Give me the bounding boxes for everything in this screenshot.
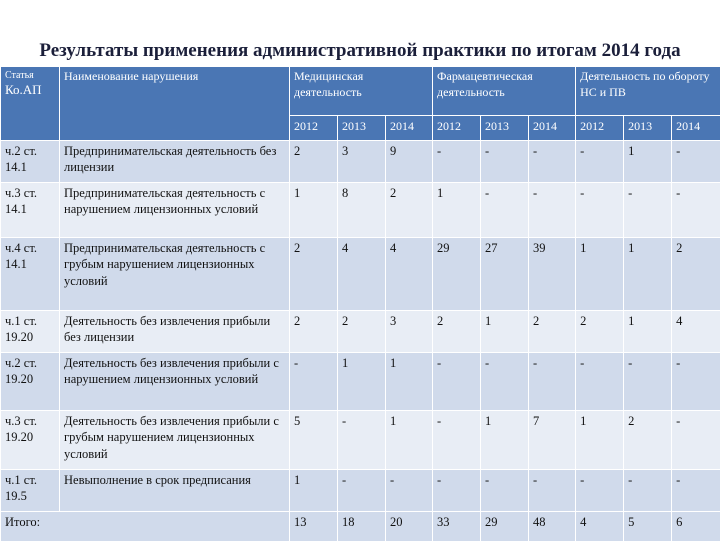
value-cell: -	[672, 470, 720, 512]
header-year: 2012	[433, 116, 481, 141]
total-cell: 13	[290, 512, 338, 542]
value-cell: -	[672, 353, 720, 411]
value-cell: -	[624, 470, 672, 512]
header-row-groups	[1, 67, 720, 116]
total-cell: 48	[529, 512, 576, 542]
value-cell: -	[481, 141, 529, 183]
value-cell: 2	[529, 311, 576, 353]
article-cell: ч.4 ст. 14.1	[1, 238, 60, 311]
article-cell: ч.3 ст. 19.20	[1, 411, 60, 470]
value-cell: -	[338, 411, 386, 470]
total-row	[1, 512, 720, 542]
value-cell: -	[338, 470, 386, 512]
total-label: Итого:	[1, 512, 290, 542]
article-cell: ч.3 ст. 14.1	[1, 183, 60, 238]
value-cell: -	[576, 183, 624, 238]
header-year: 2013	[338, 116, 386, 141]
value-cell: -	[433, 470, 481, 512]
value-cell: -	[672, 183, 720, 238]
value-cell: 3	[338, 141, 386, 183]
header-group-narcotics: Деятельность по обороту НС и ПВ	[576, 67, 720, 116]
header-year: 2013	[481, 116, 529, 141]
total-cell: 4	[576, 512, 624, 542]
value-cell: 1	[338, 353, 386, 411]
value-cell: -	[576, 353, 624, 411]
value-cell: -	[529, 470, 576, 512]
value-cell: -	[576, 470, 624, 512]
value-cell: 4	[338, 238, 386, 311]
value-cell: 2	[290, 238, 338, 311]
header-year: 2014	[529, 116, 576, 141]
header-violation-name: Наименование нарушения	[60, 67, 290, 141]
value-cell: 1	[386, 353, 433, 411]
value-cell: -	[624, 183, 672, 238]
table-row	[1, 183, 720, 238]
value-cell: -	[576, 141, 624, 183]
value-cell: -	[386, 470, 433, 512]
value-cell: 1	[481, 311, 529, 353]
table-row	[1, 353, 720, 411]
value-cell: -	[529, 183, 576, 238]
value-cell: 1	[386, 411, 433, 470]
header-year: 2013	[624, 116, 672, 141]
value-cell: -	[624, 353, 672, 411]
value-cell: 2	[672, 238, 720, 311]
total-cell: 33	[433, 512, 481, 542]
value-cell: 27	[481, 238, 529, 311]
violation-name-cell: Невыполнение в срок предписания	[60, 470, 290, 512]
article-cell: ч.2 ст. 14.1	[1, 141, 60, 183]
value-cell: -	[433, 411, 481, 470]
violation-name-cell: Деятельность без извлечения прибыли с грубым нарушением лицензионных условий	[60, 411, 290, 470]
violation-name-cell: Деятельность без извлечения прибыли без лицензии	[60, 311, 290, 353]
violation-name-cell: Предпринимательская деятельность с грубым нарушением лицензионных условий	[60, 238, 290, 311]
value-cell: -	[672, 411, 720, 470]
value-cell: 9	[386, 141, 433, 183]
value-cell: 2	[290, 311, 338, 353]
table-row	[1, 311, 720, 353]
table-row	[1, 470, 720, 512]
article-cell: ч.2 ст. 19.20	[1, 353, 60, 411]
header-year: 2012	[290, 116, 338, 141]
value-cell: 2	[624, 411, 672, 470]
total-cell: 5	[624, 512, 672, 542]
value-cell: 1	[624, 311, 672, 353]
violations-table	[0, 66, 720, 542]
value-cell: 3	[386, 311, 433, 353]
violation-name-cell: Предпринимательская деятельность без лицензии	[60, 141, 290, 183]
header-year: 2014	[386, 116, 433, 141]
value-cell: 1	[290, 470, 338, 512]
article-cell: ч.1 ст. 19.5	[1, 470, 60, 512]
value-cell: 1	[624, 238, 672, 311]
value-cell: -	[529, 353, 576, 411]
value-cell: -	[481, 183, 529, 238]
table-row	[1, 238, 720, 311]
header-article-cell	[1, 67, 60, 141]
value-cell: 1	[290, 183, 338, 238]
violation-name-cell: Деятельность без извлечения прибыли с нарушением лицензионных условий	[60, 353, 290, 411]
value-cell: -	[672, 141, 720, 183]
total-cell: 29	[481, 512, 529, 542]
value-cell: 1	[576, 411, 624, 470]
header-koap-label: Ко.АП	[5, 82, 55, 99]
value-cell: 2	[290, 141, 338, 183]
header-year: 2014	[672, 116, 720, 141]
value-cell: 1	[433, 183, 481, 238]
header-group-pharma: Фармацевтическая деятельность	[433, 67, 576, 116]
value-cell: 4	[672, 311, 720, 353]
value-cell: 2	[386, 183, 433, 238]
value-cell: 8	[338, 183, 386, 238]
value-cell: -	[481, 470, 529, 512]
total-cell: 6	[672, 512, 720, 542]
header-year: 2012	[576, 116, 624, 141]
value-cell: 39	[529, 238, 576, 311]
value-cell: -	[290, 353, 338, 411]
value-cell: 7	[529, 411, 576, 470]
value-cell: 5	[290, 411, 338, 470]
article-cell: ч.1 ст. 19.20	[1, 311, 60, 353]
value-cell: 2	[576, 311, 624, 353]
total-cell: 18	[338, 512, 386, 542]
value-cell: -	[481, 353, 529, 411]
value-cell: 1	[624, 141, 672, 183]
value-cell: -	[433, 141, 481, 183]
value-cell: 1	[481, 411, 529, 470]
value-cell: 2	[338, 311, 386, 353]
value-cell: 4	[386, 238, 433, 311]
total-cell: 20	[386, 512, 433, 542]
value-cell: -	[529, 141, 576, 183]
value-cell: -	[433, 353, 481, 411]
value-cell: 29	[433, 238, 481, 311]
table-row	[1, 141, 720, 183]
violation-name-cell: Предпринимательская деятельность с нарушением лицензионных условий	[60, 183, 290, 238]
header-group-medical: Медицинская деятельность	[290, 67, 433, 116]
header-article-label: Статья	[5, 69, 55, 82]
page-title: Результаты применения административной практики по итогам 2014 года	[0, 40, 720, 62]
value-cell: 1	[576, 238, 624, 311]
value-cell: 2	[433, 311, 481, 353]
table-row	[1, 411, 720, 470]
